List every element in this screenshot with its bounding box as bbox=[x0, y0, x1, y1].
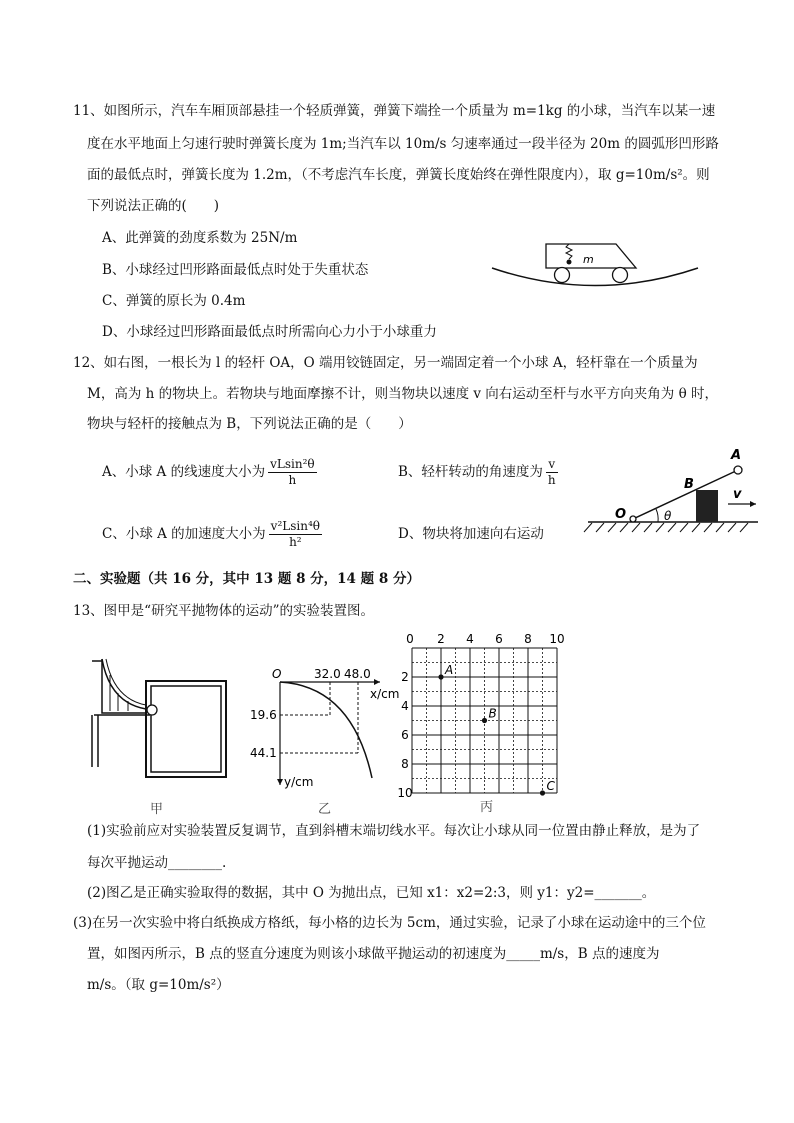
q12-label-theta: θ bbox=[664, 509, 672, 523]
q11-option-b: B、小球经过凹形路面最低点时处于失重状态 bbox=[102, 262, 369, 278]
q12-option-d: D、物块将加速向右运动 bbox=[398, 526, 544, 542]
point-c bbox=[540, 790, 545, 795]
bing-x-tick-label: 10 bbox=[549, 632, 565, 646]
bing-x-tick-label: 6 bbox=[495, 632, 503, 646]
bing-x-tick-label: 4 bbox=[466, 632, 474, 646]
bing-x-tick-label: 8 bbox=[524, 632, 532, 646]
q13-yi-x-label: x/cm bbox=[370, 687, 400, 701]
q12-lever-figure bbox=[588, 446, 768, 536]
q12-option-c-fraction: $\frac{\text{v²Lsin⁴θ}}{\text{h²}}$ bbox=[270, 519, 320, 549]
point-b bbox=[482, 718, 487, 723]
bing-y-tick-label: 10 bbox=[397, 786, 413, 800]
q11-option-a: A、此弹簧的劲度系数为 25N/m bbox=[102, 230, 298, 246]
q13-yi-x-tick-1: 32.0 bbox=[314, 667, 341, 681]
q12-option-a-fraction: $\frac{\text{vLsin²θ}}{h}$ bbox=[270, 457, 315, 487]
point-a bbox=[438, 674, 443, 679]
q13-text-line1: 13、图甲是“研究平抛物体的运动”的实验装置图。 bbox=[73, 603, 374, 619]
q12-option-b-fraction: $\frac{v}{h}$ bbox=[547, 457, 556, 487]
q13-part1-line1: (1)实验前应对实验装置反复调节，直到斜槽末端切线水平。每次让小球从同一位置由静止释放，是为了 bbox=[87, 823, 701, 839]
q13-yi-y-tick-2: 44.1 bbox=[250, 746, 277, 760]
q13-caption-yi: 乙 bbox=[318, 802, 332, 817]
bing-y-tick-label: 2 bbox=[401, 670, 409, 684]
q12-text-line1: 12、如右图，一根长为 l 的轻杆 OA，O 端用铰链固定，另一端固定着一个小球 A，轻杆靠在一个质量为 bbox=[73, 355, 698, 371]
q13-yi-x-tick-2: 48.0 bbox=[344, 667, 371, 681]
q11-text-line2: 度在水平地面上匀速行驶时弹簧长度为 1m;当汽车以 10m/s 匀速率通过一段半径为 20m 的圆弧形凹形路 bbox=[87, 136, 719, 152]
q11-option-d: D、小球经过凹形路面最低点时所需向心力小于小球重力 bbox=[102, 324, 437, 340]
q13-apparatus-figure-jia bbox=[90, 655, 240, 815]
point-label-a: A bbox=[445, 663, 454, 677]
q11-text-line4: 下列说法正确的( ) bbox=[87, 198, 220, 214]
q12-label-v: v bbox=[733, 487, 742, 502]
q11-mass-label: m bbox=[583, 253, 594, 266]
q13-yi-y-tick-1: 19.6 bbox=[250, 708, 277, 722]
q13-bing-labels bbox=[397, 632, 564, 800]
q12-option-a: A、小球 A 的线速度大小为 $\frac{\text{vLsin²θ}}{h}$ bbox=[102, 457, 315, 487]
q13-trajectory-figure-yi bbox=[250, 650, 402, 817]
q12-option-b: B、轻杆转动的角速度为 $\frac{v}{h}$ bbox=[398, 457, 556, 487]
q11-text-line1: 11、如图所示，汽车车厢顶部悬挂一个轻质弹簧，弹簧下端拴一个质量为 m=1kg 的小球，当汽车以某一速 bbox=[73, 103, 716, 119]
q11-car-figure bbox=[490, 238, 700, 298]
q13-caption-jia: 甲 bbox=[150, 802, 164, 817]
q12-label-o: O bbox=[615, 507, 627, 522]
q12-text-line2: M，高为 h 的物块上。若物块与地面摩擦不计，则当物块以速度 v 向右运动至杆与水平方向夹角为 θ 时， bbox=[87, 386, 719, 402]
q13-yi-origin: O bbox=[272, 667, 282, 681]
q13-caption-bing: 丙 bbox=[480, 800, 494, 815]
q13-part3-line1: (3)在另一次实验中将白纸换成方格纸，每小格的边长为 5cm，通过实验，记录了小球在运动途中的三个位 bbox=[73, 915, 706, 931]
q12-label-b: B bbox=[684, 477, 694, 492]
q13-grid-figure-bing bbox=[397, 630, 570, 815]
q13-part1-line2: 每次平抛运动________. bbox=[87, 855, 227, 871]
bing-y-tick-label: 4 bbox=[401, 699, 409, 713]
q13-part3-line2: 置，如图丙所示，B 点的竖直分速度为则该小球做平抛运动的初速度为_____m/s，B 点的速度为 bbox=[87, 946, 660, 962]
point-label-b: B bbox=[488, 706, 497, 721]
q11-text-line3: 面的最低点时，弹簧长度为 1.2m，（不考虑汽车长度，弹簧长度始终在弹性限度内），取 g=10m/s²。则 bbox=[87, 167, 710, 183]
q12-label-a: A bbox=[731, 448, 742, 463]
q13-bing-points bbox=[438, 663, 555, 796]
q13-part2: (2)图乙是正确实验取得的数据，其中 O 为抛出点，已知 x1：x2=2:3，则 y1：y2=_______。 bbox=[87, 885, 656, 901]
q12-option-c: C、小球 A 的加速度大小为 $\frac{\text{v²Lsin⁴θ}}{\text{h²}}$ bbox=[102, 519, 320, 549]
point-label-c: C bbox=[546, 779, 555, 793]
bing-y-tick-label: 6 bbox=[401, 728, 409, 742]
q13-part3-line3: m/s。（取 g=10m/s²） bbox=[87, 977, 230, 993]
q13-yi-y-label: y/cm bbox=[284, 775, 314, 789]
bing-origin-label: 0 bbox=[406, 632, 414, 646]
q12-text-line3: 物块与轻杆的接触点为 B，下列说法正确的是（ ） bbox=[87, 416, 412, 432]
q11-option-c: C、弹簧的原长为 0.4m bbox=[102, 293, 246, 309]
bing-x-tick-label: 2 bbox=[437, 632, 445, 646]
bing-y-tick-label: 8 bbox=[401, 757, 409, 771]
section2-title: 二、实验题（共 16 分，其中 13 题 8 分，14 题 8 分） bbox=[73, 571, 420, 587]
